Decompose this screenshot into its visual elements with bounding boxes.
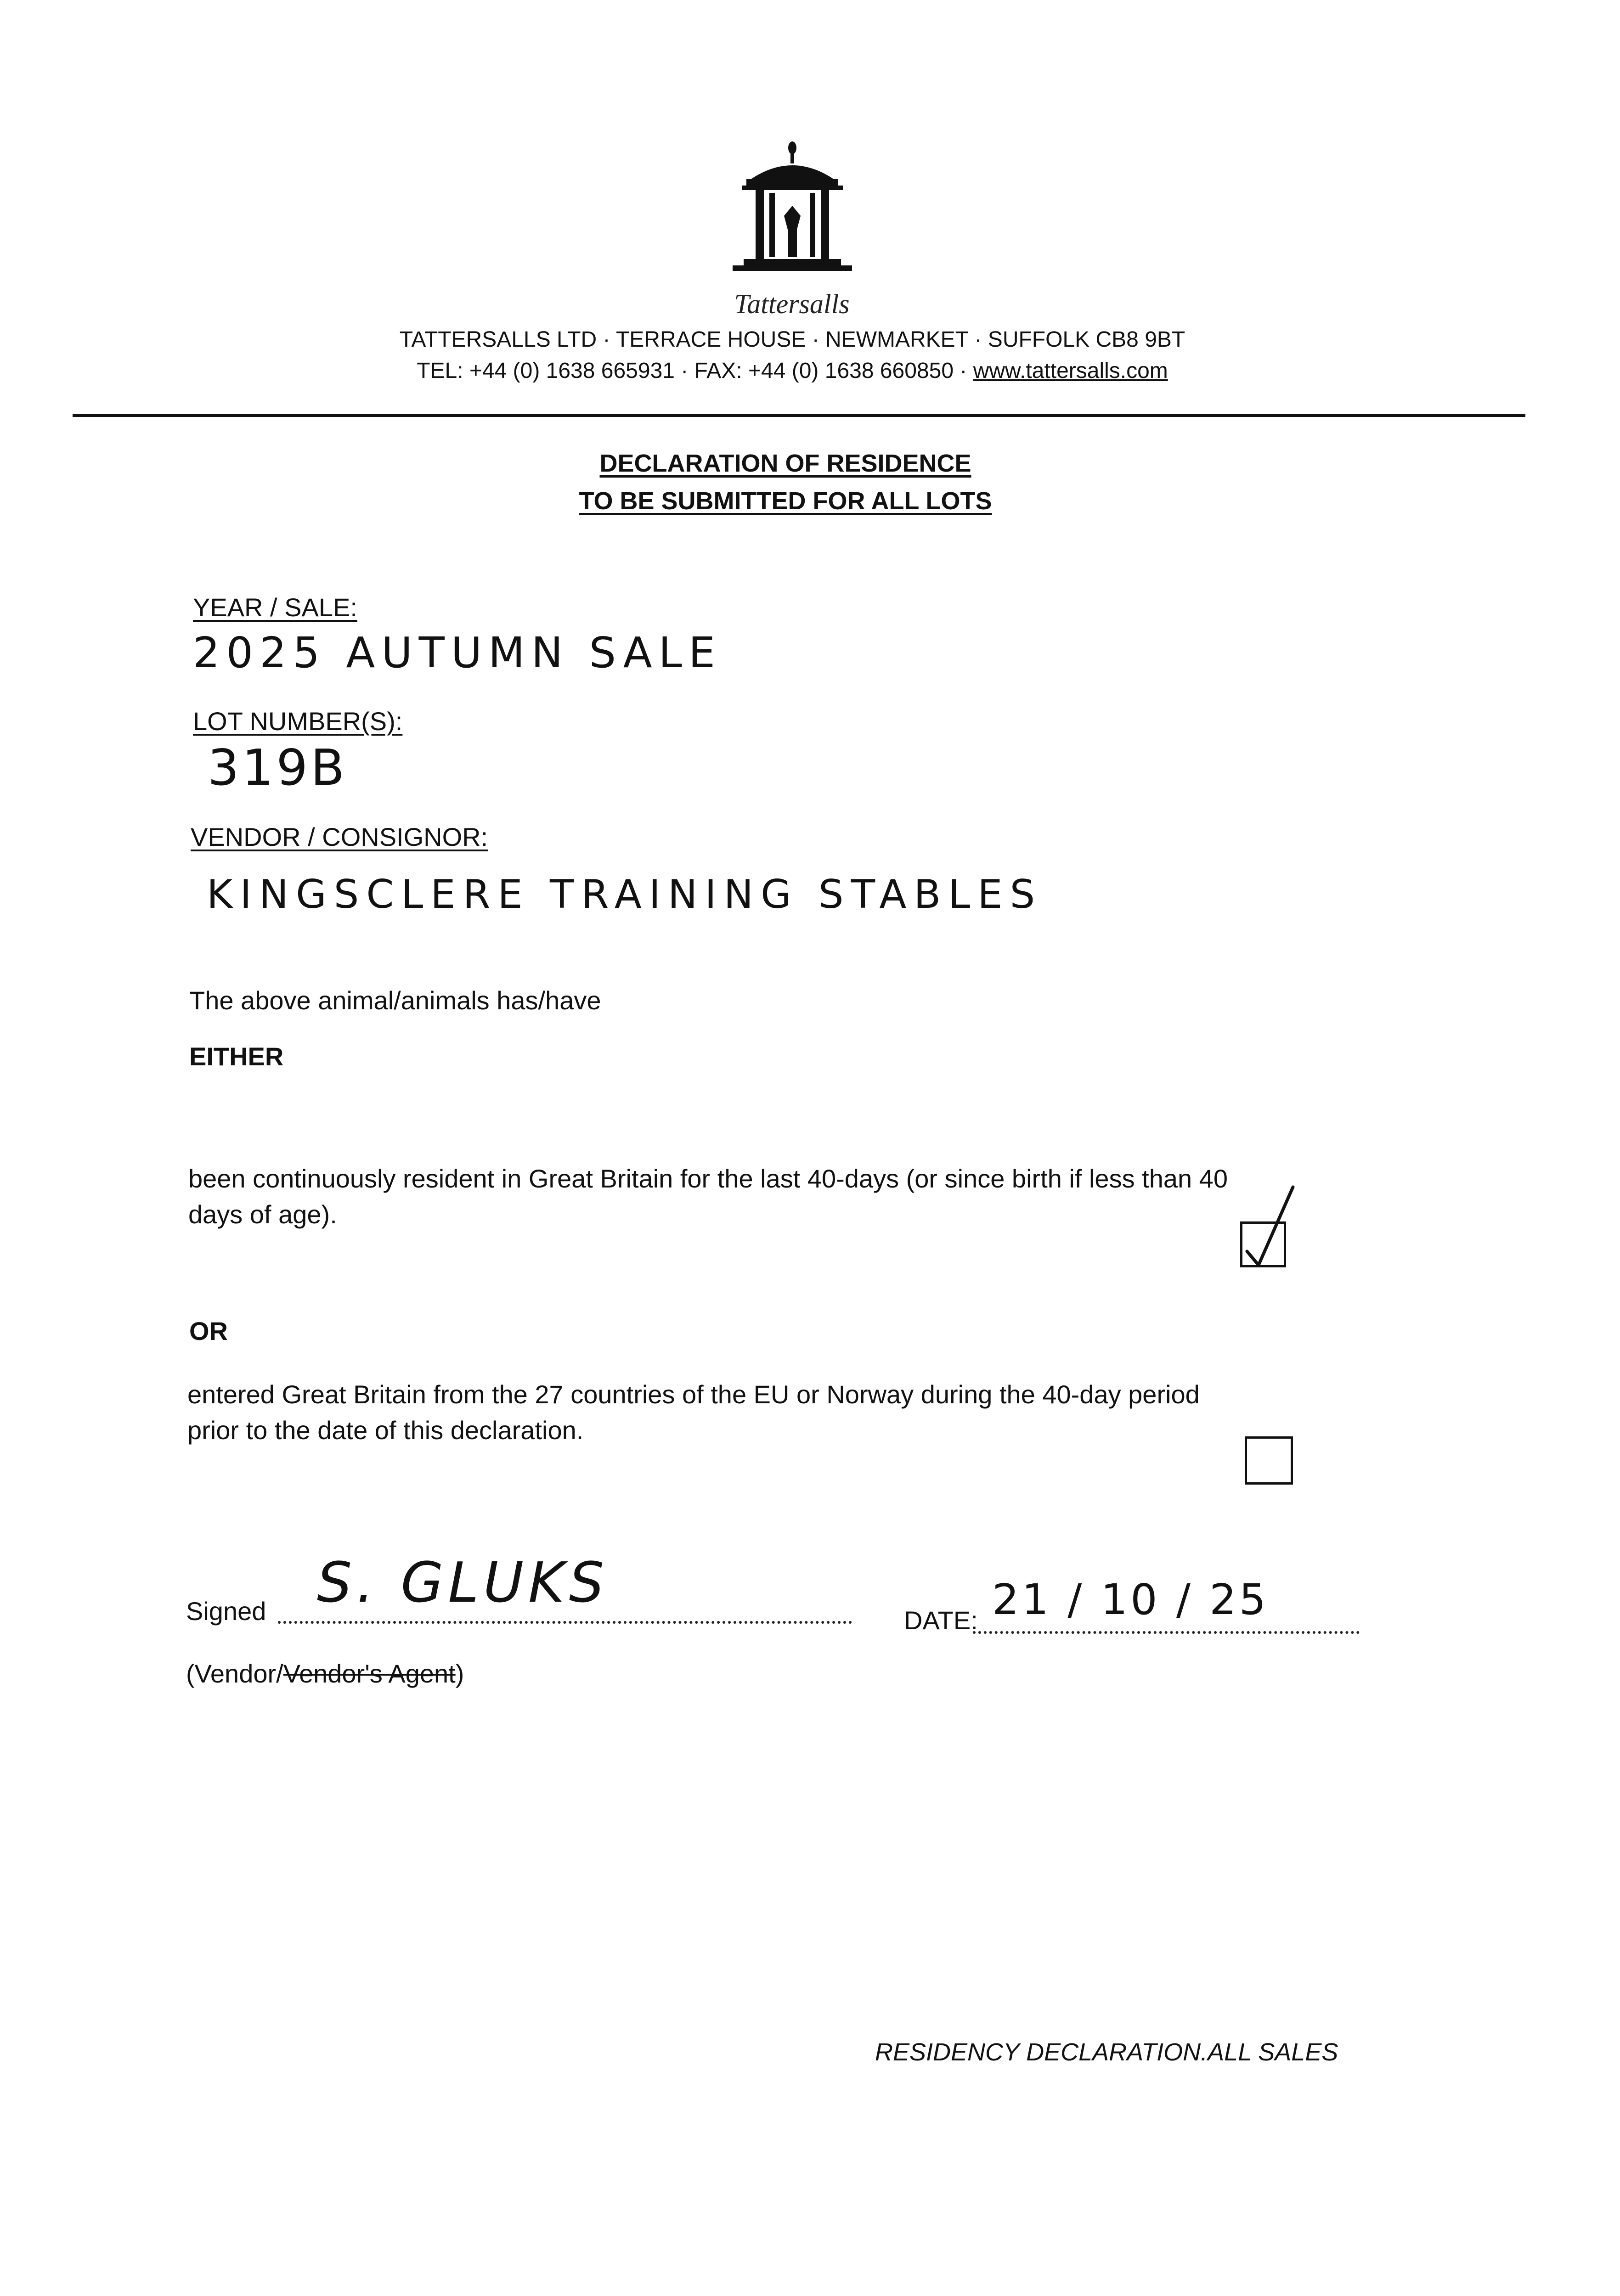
tattersalls-logo [723,138,861,289]
date-label: DATE: [904,1606,978,1635]
form-subtitle: TO BE SUBMITTED FOR ALL LOTS [579,487,992,515]
company-contact [184,358,1401,383]
year-sale-label: YEAR / SALE: [193,593,357,622]
lot-number-label: LOT NUMBER(S): [193,707,403,736]
option2-checkbox[interactable] [1245,1436,1293,1485]
footer-reference: RESIDENCY DECLARATION.ALL SALES [875,2038,1338,2066]
header-divider [73,414,1525,417]
signed-label: Signed [186,1597,266,1626]
option2-text-line2: prior to the date of this declaration. [187,1416,584,1445]
contact-numbers: TEL: +44 (0) 1638 665931 · FAX: +44 (0) 1638 660850 · [417,359,973,383]
option2-text-line1: entered Great Britain from the 27 countries of the EU or Norway during the 40-day period [187,1380,1200,1409]
or-heading: OR [189,1317,228,1345]
role-suffix: ) [455,1659,464,1688]
date-value[interactable]: 21 / 10 / 25 [992,1575,1269,1624]
form-title: DECLARATION OF RESIDENCE [599,450,971,477]
role-struck: Vendor's Agent [283,1659,456,1688]
option1-text-line2: days of age). [188,1200,337,1229]
website-link[interactable]: www.tattersalls.com [973,359,1168,383]
vendor-label: VENDOR / CONSIGNOR: [191,822,488,851]
signer-role [186,1656,464,1692]
checkmark-icon [1238,1182,1307,1270]
company-address: TATTERSALLS LTD · TERRACE HOUSE · NEWMARKET · SUFFOLK CB8 9BT [399,327,1185,352]
role-prefix: (Vendor/ [186,1659,283,1688]
option1-checkbox[interactable] [1240,1221,1286,1267]
either-heading: EITHER [189,1042,284,1071]
lot-number-value[interactable]: 319B [208,739,348,797]
vendor-value[interactable]: KINGSCLERE TRAINING STABLES [207,872,1043,917]
signature-value[interactable]: S. GLUKS [317,1551,609,1615]
brand-name: Tattersalls [734,289,850,319]
statement-intro: The above animal/animals has/have [189,986,601,1015]
year-sale-value[interactable]: 2025 AUTUMN SALE [193,628,722,677]
option1-text-line1: been continuously resident in Great Britain for the last 40-days (or since birth if less than 40 [188,1164,1228,1193]
